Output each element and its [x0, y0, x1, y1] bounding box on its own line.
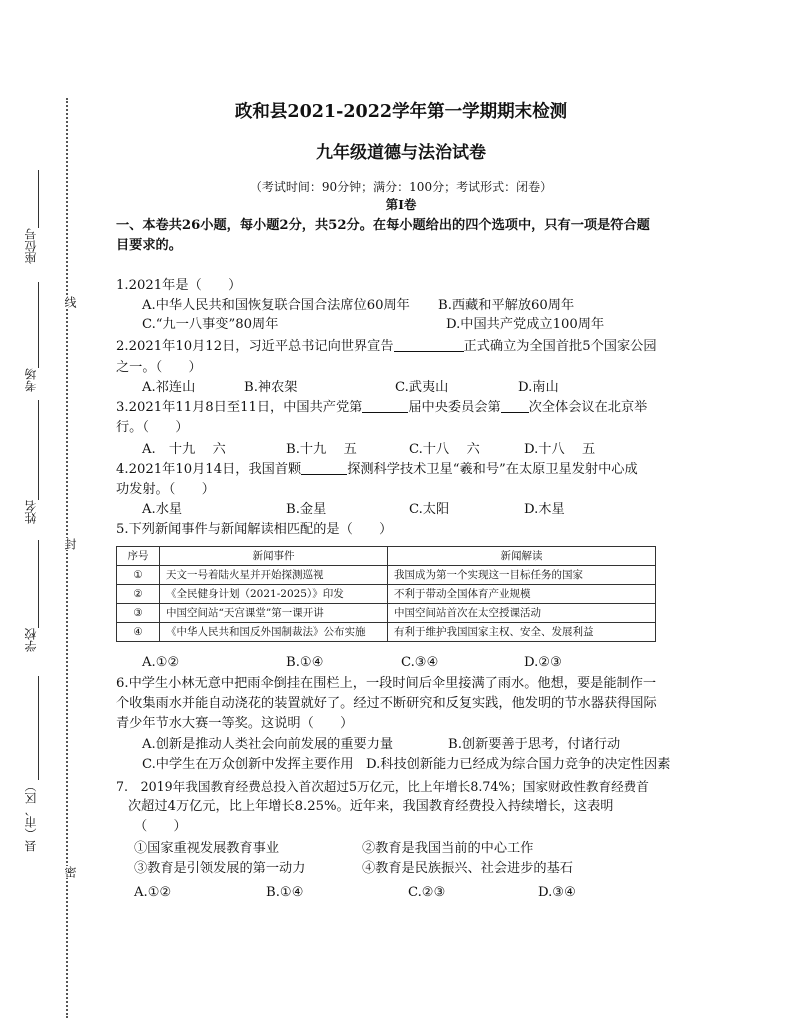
table-cell: ③ — [117, 604, 160, 623]
q6-option-b[interactable]: B.创新要善于思考，付诸行动 — [448, 737, 621, 752]
q6-option-a[interactable]: A.创新是推动人类社会向前发展的重要力量 — [142, 737, 394, 752]
q6-line-3: 青少年节水大赛一等奖。这说明（ ） — [116, 716, 354, 731]
q1-stem: 1.2021年是（ ） — [116, 278, 242, 293]
q6-line-2: 个收集雨水并能自动浇花的装置就好了。经过不断研究和反复实践，他发明的节水器获得国际 — [116, 696, 657, 711]
name-field[interactable] — [38, 400, 39, 500]
seal-mark-mi: 密 — [63, 866, 77, 878]
table-cell: ④ — [117, 623, 160, 642]
page-title: 政和县2021-2022学年第一学期期末检测 — [234, 102, 568, 122]
exam-room-label: 考场 — [24, 368, 38, 392]
page-subtitle: 九年级道德与法治试卷 — [316, 143, 486, 163]
county-field[interactable] — [38, 676, 39, 780]
q3-stem-part-c: 次全体会议在北京举 — [528, 400, 648, 415]
news-table — [116, 546, 656, 642]
seal-mark-feng: 封 — [63, 538, 77, 550]
q6-option-c[interactable]: C.中学生在万众创新中发挥主要作用 — [142, 757, 354, 772]
name-label: 姓名 — [24, 500, 38, 524]
q4-option-d[interactable]: D.木星 — [524, 502, 565, 517]
seal-mark-xian: 线 — [63, 296, 77, 308]
q5-option-c[interactable]: C.③④ — [401, 655, 439, 670]
table-cell: 天文一号着陆火星并开始探测巡视 — [160, 566, 388, 585]
table-cell: 中国空间站“天宫课堂”第一课开讲 — [160, 604, 388, 623]
table-cell: ② — [117, 585, 160, 604]
exam-room-field[interactable] — [38, 282, 39, 368]
q7-statement-2: ②教育是我国当前的中心工作 — [362, 841, 534, 856]
table-cell: 有利于维护我国国家主权、安全、发展利益 — [388, 623, 656, 642]
q4-stem-part-a: 4.2021年10月14日，我国首颗 — [116, 462, 302, 477]
section-line-1: 一、本卷共26小题，每小题2分，共52分。在每小题给出的四个选项中，只有一项是符合题 — [116, 218, 650, 233]
q2-option-b[interactable]: B.神农架 — [244, 380, 298, 395]
q6-line-1: 6.中学生小林无意中把雨伞倒挂在围栏上，一段时间后伞里接满了雨水。他想，要是能制作一 — [116, 676, 657, 691]
q5-option-a[interactable]: A.①② — [142, 655, 180, 670]
q4-stem-part-b: 探测科学技术卫星“羲和号”在太原卫星发射中心成 — [347, 462, 638, 477]
q1-option-a[interactable]: A.中华人民共和国恢复联合国合法席位60周年 — [142, 298, 410, 313]
q1-option-d[interactable]: D.中国共产党成立100周年 — [446, 317, 605, 332]
q4-option-a[interactable]: A.水星 — [142, 502, 183, 517]
table-header-row — [117, 547, 656, 566]
q6-option-d[interactable]: D.科技创新能力已经成为综合国力竞争的决定性因素 — [366, 757, 671, 772]
seat-number-field[interactable] — [38, 170, 39, 228]
q7-option-c[interactable]: C.②③ — [408, 885, 446, 900]
q7-option-b[interactable]: B.①④ — [266, 885, 304, 900]
q5-stem: 5.下列新闻事件与新闻解读相匹配的是（ ） — [116, 522, 393, 537]
q4-blank — [301, 461, 347, 475]
q2-option-d[interactable]: D.南山 — [518, 380, 559, 395]
q1-option-c[interactable]: C.“九一八事变”80周年 — [142, 317, 279, 332]
q3-stem-cont: 行。（ ） — [116, 420, 189, 435]
volume-heading: 第Ⅰ卷 — [385, 197, 417, 212]
section-instructions — [116, 216, 686, 256]
q4-stem-cont: 功发射。（ ） — [116, 482, 215, 497]
q2-option-c[interactable]: C.武夷山 — [395, 380, 449, 395]
q5-option-b[interactable]: B.①④ — [286, 655, 324, 670]
table-cell: 《全民健身计划（2021-2025）》印发 — [160, 585, 388, 604]
table-cell: 中国空间站首次在太空授课活动 — [388, 604, 656, 623]
table-row — [117, 604, 656, 623]
q7-statement-3: ③教育是引领发展的第一动力 — [134, 861, 306, 876]
table-cell: 我国成为第一个实现这一目标任务的国家 — [388, 566, 656, 585]
q7-line-3: （ ） — [134, 819, 187, 834]
q2-stem-cont: 之一。（ ） — [116, 360, 202, 375]
q4-option-c[interactable]: C.太阳 — [409, 502, 450, 517]
q2-blank — [394, 338, 464, 352]
q2-stem-part-b: 正式确立为全国首批5个国家公园 — [463, 339, 657, 354]
q3-stem — [116, 399, 647, 417]
exam-info: （考试时间：90分钟；满分：100分；考试形式：闭卷） — [249, 180, 553, 194]
q3-blank-2 — [501, 399, 529, 413]
q3-stem-part-a: 3.2021年11月8日至11日，中国共产党第 — [116, 400, 363, 415]
q4-option-b[interactable]: B.金星 — [286, 502, 327, 517]
table-header-cell: 新闻事件 — [160, 547, 388, 566]
q7-line-1: 7. 2019年我国教育经费总投入首次超过5万亿元，比上年增长8.74%；国家财政性教育经费首 — [116, 779, 649, 794]
q3-option-b[interactable]: B.十九 五 — [286, 442, 357, 457]
county-label: 县（市、区） — [24, 780, 38, 852]
q5-option-d[interactable]: D.②③ — [524, 655, 562, 670]
q3-option-d[interactable]: D.十八 五 — [524, 442, 596, 457]
q3-blank-1 — [362, 399, 408, 413]
q7-option-d[interactable]: D.③④ — [538, 885, 576, 900]
school-field[interactable] — [38, 540, 39, 628]
school-label: 学校 — [24, 628, 38, 652]
seat-number-label: 座位号 — [24, 228, 38, 264]
table-row — [117, 623, 656, 642]
section-line-2: 目要求的。 — [116, 238, 182, 253]
q3-stem-part-b: 届中央委员会第 — [408, 400, 501, 415]
q2-option-a[interactable]: A.祁连山 — [142, 380, 196, 395]
table-row — [117, 566, 656, 585]
q3-option-a[interactable]: A. 十九 六 — [142, 442, 226, 457]
q2-stem-part-a: 2.2021年10月12日，习近平总书记向世界宣告 — [116, 339, 394, 354]
q7-statement-1: ①国家重视发展教育事业 — [134, 841, 280, 856]
q7-line-2: 次超过4万亿元，比上年增长8.25%。近年来，我国教育经费投入持续增长，这表明 — [128, 799, 614, 814]
table-cell: 《中华人民共和国反外国制裁法》公布实施 — [160, 623, 388, 642]
q2-stem — [116, 338, 657, 356]
table-row — [117, 585, 656, 604]
q1-option-b[interactable]: B.西藏和平解放60周年 — [438, 298, 575, 313]
table-header-cell: 新闻解读 — [388, 547, 656, 566]
q7-option-a[interactable]: A.①② — [134, 885, 172, 900]
q4-stem — [116, 461, 638, 479]
table-cell: ① — [117, 566, 160, 585]
q7-statement-4: ④教育是民族振兴、社会进步的基石 — [362, 861, 573, 876]
table-header-cell: 序号 — [117, 547, 160, 566]
q3-option-c[interactable]: C.十八 六 — [409, 442, 480, 457]
binding-line — [66, 98, 68, 1018]
table-cell: 不利于带动全国体育产业规模 — [388, 585, 656, 604]
